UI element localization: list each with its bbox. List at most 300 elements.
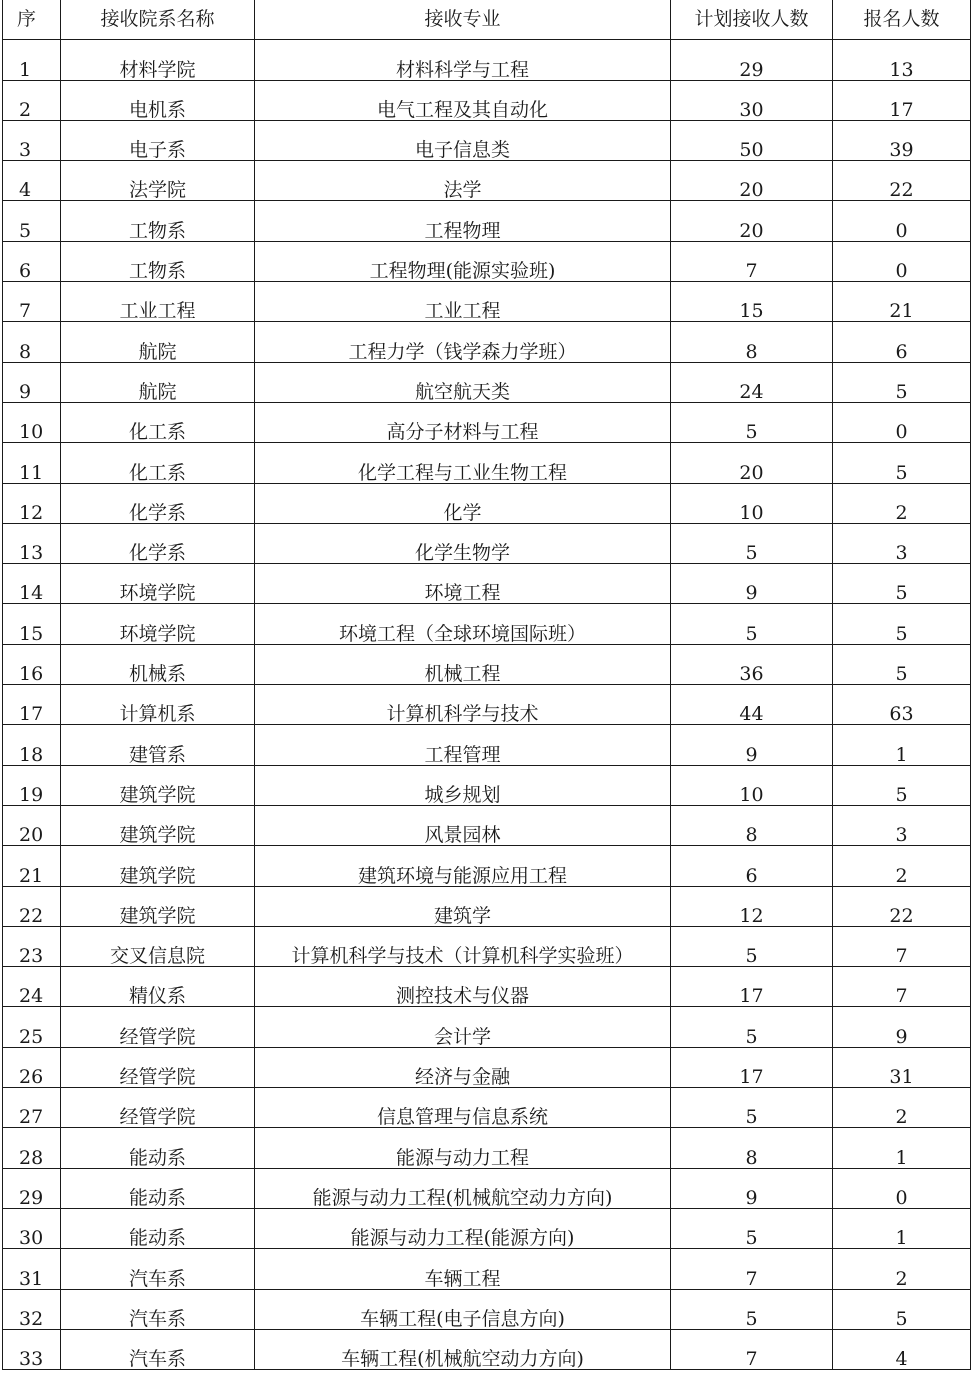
cell-text: 能动系 <box>128 1227 186 1249</box>
cell-text: 9 <box>895 1025 908 1048</box>
cell-department <box>61 282 255 322</box>
cell-text: 2 <box>895 1106 908 1128</box>
cell-text: 29 <box>19 1186 44 1209</box>
cell-text: 测控技术与仪器 <box>395 985 529 1007</box>
cell-applicant-count <box>833 40 971 80</box>
table-row <box>3 967 971 1007</box>
cell-text: 7 <box>895 945 908 967</box>
cell-text: 20 <box>739 219 764 242</box>
header-major: 接收专业 <box>255 0 671 40</box>
cell-text: 25 <box>19 1025 44 1048</box>
cell-index <box>3 1128 61 1168</box>
cell-planned-count <box>671 362 833 402</box>
cell-index <box>3 685 61 725</box>
cell-applicant-count <box>833 443 971 483</box>
cell-index <box>3 40 61 80</box>
cell-major <box>255 805 671 845</box>
cell-planned-count <box>671 1088 833 1128</box>
cell-department <box>61 241 255 281</box>
cell-index <box>3 926 61 966</box>
cell-applicant-count <box>833 80 971 120</box>
cell-text: 汽车系 <box>128 1307 186 1330</box>
cell-index <box>3 1329 61 1369</box>
cell-major <box>255 362 671 402</box>
cell-index <box>3 604 61 644</box>
cell-text: 9 <box>745 582 758 604</box>
cell-text: 17 <box>739 1066 764 1088</box>
cell-text: 20 <box>739 179 764 201</box>
cell-text: 31 <box>19 1267 44 1289</box>
cell-text: 化学工程与工业生物工程 <box>357 461 567 484</box>
cell-text: 7 <box>745 260 758 282</box>
table-row <box>3 926 971 966</box>
cell-text: 15 <box>739 300 764 322</box>
table-header-row <box>3 0 971 40</box>
cell-planned-count <box>671 967 833 1007</box>
cell-text: 能动系 <box>128 1146 186 1169</box>
cell-text: 5 <box>745 1025 758 1048</box>
cell-text: 10 <box>739 501 764 524</box>
cell-applicant-count <box>833 1329 971 1369</box>
cell-text: 20 <box>739 461 764 484</box>
cell-planned-count <box>671 926 833 966</box>
table-row <box>3 765 971 805</box>
cell-department <box>61 564 255 604</box>
cell-applicant-count <box>833 765 971 805</box>
cell-applicant-count <box>833 805 971 845</box>
cell-major <box>255 523 671 563</box>
cell-text: 5 <box>895 622 908 645</box>
cell-major <box>255 685 671 725</box>
cell-major <box>255 80 671 120</box>
cell-text: 经管学院 <box>119 1066 196 1088</box>
cell-planned-count <box>671 1047 833 1087</box>
cell-department <box>61 1208 255 1248</box>
cell-major <box>255 644 671 684</box>
cell-department <box>61 846 255 886</box>
cell-applicant-count <box>833 523 971 563</box>
cell-text: 材料学院 <box>119 58 196 81</box>
cell-index <box>3 241 61 281</box>
table-row <box>3 322 971 362</box>
cell-major <box>255 402 671 442</box>
cell-text: 化学 <box>443 501 482 524</box>
cell-text: 法学 <box>443 179 482 201</box>
cell-text: 0 <box>895 260 908 282</box>
cell-department <box>61 1088 255 1128</box>
cell-index <box>3 1088 61 1128</box>
table-row <box>3 1249 971 1289</box>
cell-applicant-count <box>833 120 971 160</box>
cell-text: 会计学 <box>433 1025 491 1048</box>
cell-text: 5 <box>745 421 758 443</box>
cell-department <box>61 322 255 362</box>
cell-text: 8 <box>745 824 758 846</box>
cell-department <box>61 523 255 563</box>
cell-major <box>255 564 671 604</box>
cell-text: 5 <box>745 945 758 967</box>
cell-text: 1 <box>895 743 908 766</box>
table-row <box>3 80 971 120</box>
cell-text: 机械工程 <box>424 663 501 685</box>
cell-text: 15 <box>19 622 44 645</box>
cell-applicant-count <box>833 362 971 402</box>
cell-text: 5 <box>895 582 908 604</box>
cell-department <box>61 967 255 1007</box>
header-department: 接收院系名称 <box>61 0 255 40</box>
cell-department <box>61 1007 255 1047</box>
cell-text: 经管学院 <box>119 1106 196 1128</box>
table-row <box>3 886 971 926</box>
cell-major <box>255 40 671 80</box>
table-row <box>3 846 971 886</box>
cell-planned-count <box>671 765 833 805</box>
cell-planned-count <box>671 1128 833 1168</box>
cell-text: 5 <box>19 219 32 242</box>
cell-planned-count <box>671 40 833 80</box>
cell-index <box>3 120 61 160</box>
cell-index <box>3 805 61 845</box>
cell-text: 航院 <box>138 340 177 363</box>
cell-index <box>3 1289 61 1329</box>
cell-text: 能源与动力工程(能源方向) <box>350 1227 575 1249</box>
cell-applicant-count <box>833 644 971 684</box>
table-row <box>3 1208 971 1248</box>
cell-text: 13 <box>889 58 914 81</box>
cell-applicant-count <box>833 564 971 604</box>
cell-department <box>61 926 255 966</box>
table-row <box>3 725 971 765</box>
cell-index <box>3 644 61 684</box>
cell-text: 11 <box>19 461 44 484</box>
cell-text: 电气工程及其自动化 <box>376 98 548 121</box>
cell-text: 19 <box>19 783 44 806</box>
cell-text: 5 <box>745 1227 758 1249</box>
cell-text: 50 <box>739 139 764 161</box>
cell-applicant-count <box>833 161 971 201</box>
cell-department <box>61 805 255 845</box>
cell-text: 3 <box>19 139 32 161</box>
cell-text: 高分子材料与工程 <box>386 421 539 443</box>
cell-major <box>255 1088 671 1128</box>
table-row <box>3 402 971 442</box>
cell-text: 31 <box>889 1066 914 1088</box>
cell-text: 22 <box>889 904 914 927</box>
cell-text: 电子信息类 <box>414 139 510 161</box>
cell-text: 24 <box>739 380 764 403</box>
cell-department <box>61 644 255 684</box>
table-row <box>3 805 971 845</box>
cell-text: 车辆工程(电子信息方向) <box>360 1307 565 1330</box>
cell-text: 5 <box>745 542 758 564</box>
cell-department <box>61 161 255 201</box>
cell-text: 化工系 <box>128 461 186 484</box>
cell-text: 7 <box>745 1267 758 1289</box>
cell-text: 信息管理与信息系统 <box>376 1106 548 1128</box>
table-row <box>3 483 971 523</box>
cell-department <box>61 120 255 160</box>
cell-text: 5 <box>895 380 908 403</box>
cell-text: 8 <box>19 340 32 363</box>
cell-planned-count <box>671 846 833 886</box>
cell-major <box>255 1329 671 1369</box>
cell-text: 建筑学 <box>433 904 491 927</box>
cell-planned-count <box>671 80 833 120</box>
cell-planned-count <box>671 483 833 523</box>
cell-text: 7 <box>19 300 32 322</box>
cell-planned-count <box>671 1329 833 1369</box>
cell-major <box>255 604 671 644</box>
cell-text: 车辆工程 <box>424 1267 501 1289</box>
cell-text: 化工系 <box>128 421 186 443</box>
cell-text: 8 <box>745 1146 758 1169</box>
cell-text: 21 <box>19 864 44 887</box>
cell-index <box>3 80 61 120</box>
cell-index <box>3 846 61 886</box>
cell-department <box>61 1289 255 1329</box>
cell-text: 建筑环境与能源应用工程 <box>357 864 567 887</box>
table-row <box>3 604 971 644</box>
cell-department <box>61 685 255 725</box>
cell-text: 5 <box>745 622 758 645</box>
cell-text: 化学系 <box>128 501 186 524</box>
header-index: 序 <box>3 0 61 40</box>
cell-text: 30 <box>739 98 764 121</box>
cell-text: 航院 <box>138 380 177 403</box>
cell-text: 1 <box>19 58 32 81</box>
cell-text: 0 <box>895 219 908 242</box>
cell-planned-count <box>671 402 833 442</box>
cell-text: 环境学院 <box>119 582 196 604</box>
table-row <box>3 1329 971 1369</box>
cell-planned-count <box>671 1208 833 1248</box>
cell-major <box>255 765 671 805</box>
enrollment-table <box>2 0 971 1370</box>
cell-text: 6 <box>895 340 908 363</box>
cell-major <box>255 926 671 966</box>
cell-applicant-count <box>833 1208 971 1248</box>
cell-applicant-count <box>833 926 971 966</box>
cell-text: 22 <box>19 904 44 927</box>
cell-planned-count <box>671 685 833 725</box>
cell-applicant-count <box>833 1047 971 1087</box>
cell-text: 城乡规划 <box>424 783 501 806</box>
cell-planned-count <box>671 1007 833 1047</box>
cell-text: 18 <box>19 743 44 766</box>
cell-text: 27 <box>19 1106 44 1128</box>
header-applicant-count: 报名人数 <box>833 0 971 40</box>
cell-index <box>3 282 61 322</box>
cell-index <box>3 161 61 201</box>
cell-text: 环境工程 <box>424 582 501 604</box>
cell-department <box>61 765 255 805</box>
cell-text: 计算机科学与技术 <box>386 703 539 725</box>
cell-major <box>255 1047 671 1087</box>
header-planned-count: 计划接收人数 <box>671 0 833 40</box>
cell-planned-count <box>671 161 833 201</box>
cell-text: 建管系 <box>128 743 186 766</box>
cell-text: 5 <box>895 461 908 484</box>
cell-department <box>61 483 255 523</box>
cell-text: 39 <box>889 139 914 161</box>
cell-text: 精仪系 <box>128 985 186 1007</box>
cell-major <box>255 282 671 322</box>
cell-text: 63 <box>889 703 914 725</box>
cell-text: 12 <box>739 904 764 927</box>
table-row <box>3 1007 971 1047</box>
cell-text: 33 <box>19 1348 44 1370</box>
cell-text: 能源与动力工程 <box>395 1146 529 1169</box>
cell-text: 2 <box>19 98 32 121</box>
cell-text: 汽车系 <box>128 1267 186 1289</box>
table-row <box>3 1168 971 1208</box>
cell-index <box>3 1208 61 1248</box>
table-row <box>3 40 971 80</box>
cell-department <box>61 1249 255 1289</box>
cell-text: 工程力学（钱学森力学班） <box>348 340 577 363</box>
cell-text: 9 <box>745 1186 758 1209</box>
cell-text: 22 <box>889 179 914 201</box>
cell-index <box>3 523 61 563</box>
cell-text: 经管学院 <box>119 1025 196 1048</box>
cell-applicant-count <box>833 967 971 1007</box>
cell-text: 10 <box>739 783 764 806</box>
cell-index <box>3 886 61 926</box>
cell-department <box>61 201 255 241</box>
cell-applicant-count <box>833 282 971 322</box>
cell-major <box>255 967 671 1007</box>
cell-text: 机械系 <box>128 663 186 685</box>
cell-text: 2 <box>895 501 908 524</box>
cell-text: 电机系 <box>128 98 186 121</box>
cell-text: 7 <box>895 985 908 1007</box>
cell-text: 36 <box>739 663 764 685</box>
cell-index <box>3 1047 61 1087</box>
cell-text: 3 <box>895 824 908 846</box>
cell-text: 29 <box>739 58 764 81</box>
cell-major <box>255 443 671 483</box>
cell-text: 5 <box>745 1307 758 1330</box>
table-row <box>3 443 971 483</box>
cell-applicant-count <box>833 322 971 362</box>
cell-applicant-count <box>833 886 971 926</box>
cell-department <box>61 604 255 644</box>
cell-planned-count <box>671 604 833 644</box>
cell-text: 3 <box>895 542 908 564</box>
cell-applicant-count <box>833 1088 971 1128</box>
cell-major <box>255 1128 671 1168</box>
cell-applicant-count <box>833 241 971 281</box>
cell-text: 28 <box>19 1146 44 1169</box>
cell-planned-count <box>671 564 833 604</box>
cell-text: 12 <box>19 501 44 524</box>
cell-major <box>255 1208 671 1248</box>
cell-department <box>61 443 255 483</box>
cell-text: 17 <box>889 98 914 121</box>
table-row <box>3 564 971 604</box>
table-row <box>3 685 971 725</box>
cell-major <box>255 725 671 765</box>
cell-text: 26 <box>19 1066 44 1088</box>
cell-text: 8 <box>745 340 758 363</box>
cell-text: 经济与金融 <box>414 1066 510 1088</box>
cell-applicant-count <box>833 1128 971 1168</box>
cell-applicant-count <box>833 1168 971 1208</box>
cell-text: 交叉信息院 <box>109 945 205 967</box>
cell-major <box>255 846 671 886</box>
cell-planned-count <box>671 241 833 281</box>
cell-text: 计算机科学与技术（计算机科学实验班） <box>291 945 634 967</box>
cell-planned-count <box>671 644 833 684</box>
cell-text: 汽车系 <box>128 1348 186 1370</box>
cell-planned-count <box>671 523 833 563</box>
cell-department <box>61 886 255 926</box>
cell-planned-count <box>671 1168 833 1208</box>
cell-planned-count <box>671 1249 833 1289</box>
cell-text: 1 <box>895 1227 908 1249</box>
cell-text: 32 <box>19 1307 44 1330</box>
cell-major <box>255 886 671 926</box>
cell-department <box>61 1128 255 1168</box>
cell-major <box>255 201 671 241</box>
table-row <box>3 241 971 281</box>
cell-planned-count <box>671 201 833 241</box>
cell-department <box>61 80 255 120</box>
cell-planned-count <box>671 120 833 160</box>
cell-applicant-count <box>833 1007 971 1047</box>
cell-applicant-count <box>833 402 971 442</box>
cell-department <box>61 1329 255 1369</box>
cell-text: 环境工程（全球环境国际班） <box>338 622 586 645</box>
table-row <box>3 282 971 322</box>
cell-text: 建筑学院 <box>119 783 196 806</box>
cell-planned-count <box>671 1289 833 1329</box>
cell-text: 30 <box>19 1227 44 1249</box>
cell-index <box>3 201 61 241</box>
cell-index <box>3 443 61 483</box>
cell-major <box>255 1168 671 1208</box>
cell-text: 建筑学院 <box>119 864 196 887</box>
cell-planned-count <box>671 443 833 483</box>
cell-department <box>61 362 255 402</box>
cell-major <box>255 1289 671 1329</box>
cell-index <box>3 1007 61 1047</box>
cell-text: 2 <box>895 864 908 887</box>
cell-text: 化学系 <box>128 542 186 564</box>
cell-text: 13 <box>19 542 44 564</box>
cell-planned-count <box>671 805 833 845</box>
cell-text: 4 <box>19 179 32 201</box>
cell-department <box>61 402 255 442</box>
cell-applicant-count <box>833 1249 971 1289</box>
cell-text: 工业工程 <box>424 300 501 322</box>
cell-text: 计算机系 <box>119 703 196 725</box>
cell-index <box>3 564 61 604</box>
cell-text: 5 <box>745 1106 758 1128</box>
table-row <box>3 1047 971 1087</box>
cell-text: 5 <box>895 783 908 806</box>
cell-text: 能动系 <box>128 1186 186 1209</box>
cell-text: 建筑学院 <box>119 904 196 927</box>
cell-text: 1 <box>895 1146 908 1169</box>
cell-text: 5 <box>895 1307 908 1330</box>
cell-index <box>3 402 61 442</box>
cell-text: 23 <box>19 945 44 967</box>
cell-text: 2 <box>895 1267 908 1289</box>
cell-major <box>255 161 671 201</box>
cell-text: 法学院 <box>128 179 186 201</box>
cell-text: 24 <box>19 985 44 1007</box>
